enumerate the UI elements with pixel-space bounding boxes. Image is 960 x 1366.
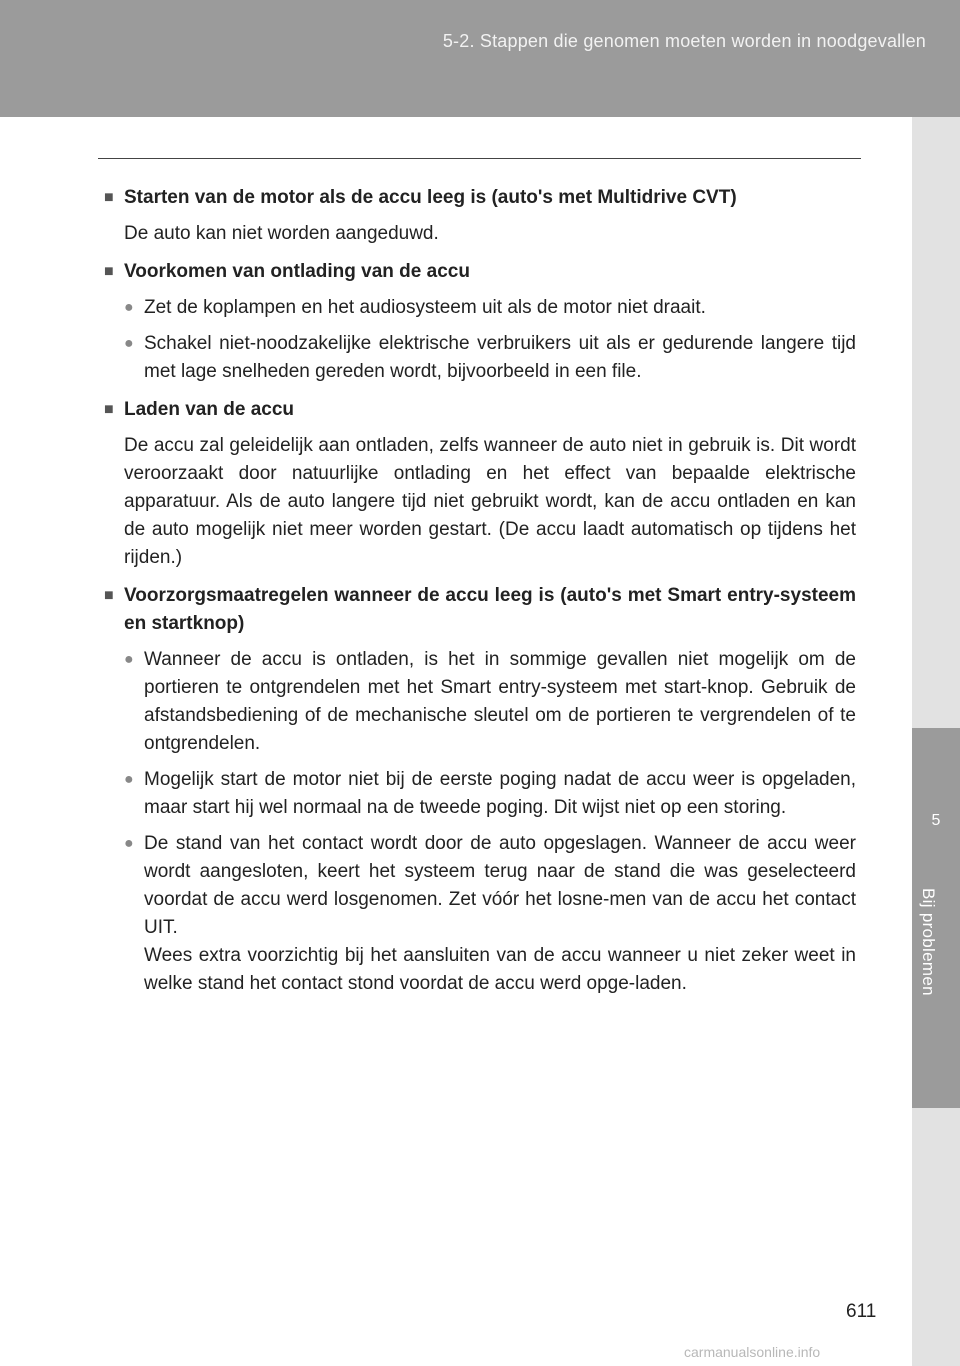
section-heading-text: Starten van de motor als de accu leeg is (auto's met Multidrive CVT) bbox=[124, 187, 737, 208]
list-item bbox=[124, 830, 856, 998]
section-paragraph: De accu zal geleidelijk aan ontladen, zelfs wanneer de auto niet in gebruik is. Dit wordt veroorzaakt door natuurlijke ontlading en het effect van bepaalde elektrische apparatuur. Als de auto langere tijd niet gebruikt wordt, kan de accu ontladen en kan de auto mogelijk niet meer worden gestart. (De accu laadt automatisch op tijdens het rijden.) bbox=[124, 435, 856, 568]
circle-bullet-icon: ● bbox=[124, 835, 134, 852]
list-item bbox=[124, 294, 856, 322]
section-heading bbox=[104, 396, 856, 424]
list-item-text: Mogelijk start de motor niet bij de eerste poging nadat de accu weer is opgeladen, maar start hij wel normaal na de tweede poging. Dit wijst niet op een storing. bbox=[144, 769, 856, 818]
circle-bullet-icon: ● bbox=[124, 335, 134, 352]
section-paragraph: De auto kan niet worden aangeduwd. bbox=[124, 223, 439, 244]
section-heading bbox=[104, 184, 856, 212]
header-band bbox=[0, 0, 960, 117]
page-content bbox=[104, 184, 856, 998]
section-heading bbox=[104, 258, 856, 286]
list-item bbox=[124, 766, 856, 822]
list-item-continuation: Wees extra voorzichtig bij het aansluiten van de accu wanneer u niet zeker weet in welke stand het contact stond voordat de accu werd opge-laden. bbox=[144, 945, 856, 994]
square-bullet-icon: ■ bbox=[104, 263, 114, 280]
circle-bullet-icon: ● bbox=[124, 771, 134, 788]
chapter-number: 5 bbox=[931, 812, 941, 829]
section-heading-text: Voorzorgsmaatregelen wanneer de accu leeg is (auto's met Smart entry-systeem en startknop) bbox=[124, 585, 856, 634]
square-bullet-icon: ■ bbox=[104, 587, 114, 604]
square-bullet-icon: ■ bbox=[104, 401, 114, 418]
running-header-title: 5-2. Stappen die genomen moeten worden in noodgevallen bbox=[442, 31, 926, 51]
list-item bbox=[124, 330, 856, 386]
square-bullet-icon: ■ bbox=[104, 189, 114, 206]
circle-bullet-icon: ● bbox=[124, 651, 134, 668]
list-item-text: Schakel niet-noodzakelijke elektrische verbruikers uit als er gedurende langere tijd met lage snelheden gereden wordt, bijvoorbeeld in een file. bbox=[144, 333, 856, 382]
section-heading bbox=[104, 582, 856, 638]
list-item-text-block bbox=[144, 830, 856, 998]
list-item-text: De stand van het contact wordt door de auto opgeslagen. Wanneer de accu weer wordt aangesloten, keert het systeem terug naar de stand die was geselecteerd voordat de accu werd losgenomen. Zet vóór het losne-men van de accu het contact UIT. bbox=[144, 833, 856, 938]
top-rule-divider bbox=[98, 158, 861, 159]
circle-bullet-icon: ● bbox=[124, 299, 134, 316]
section-heading-text: Laden van de accu bbox=[124, 399, 295, 420]
page-number: 611 bbox=[846, 1301, 877, 1322]
chapter-label: Bij problemen bbox=[919, 888, 938, 996]
list-item bbox=[124, 646, 856, 758]
list-item-text: Zet de koplampen en het audiosysteem uit als de motor niet draait. bbox=[144, 297, 706, 318]
watermark-text: carmanualsonline.info bbox=[684, 1344, 821, 1360]
list-item-text: Wanneer de accu is ontladen, is het in sommige gevallen niet mogelijk om de portieren te ontgrendelen met het Smart entry-systeem met start-knop. Gebruik de afstandsbediening of de mechanische sleutel om de portieren te vergrendelen of te ontgrendelen. bbox=[144, 649, 856, 754]
section-heading-text: Voorkomen van ontlading van de accu bbox=[124, 261, 470, 282]
